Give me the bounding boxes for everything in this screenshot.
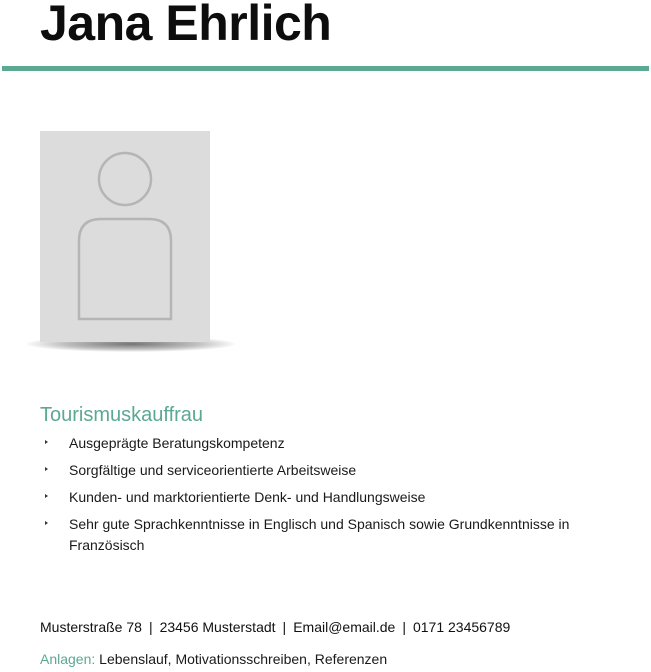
contact-phone: 0171 23456789 (412, 619, 511, 635)
bullet-icon (45, 467, 48, 471)
skill-text: Ausgeprägte Beratungskompetenz (69, 435, 285, 451)
skill-text: Kunden- und marktorientierte Denk- und Handlungsweise (69, 489, 426, 505)
skill-item (40, 487, 600, 508)
skill-item (40, 514, 600, 556)
applicant-name: Jana Ehrlich (40, 0, 332, 51)
attachments-items: Lebenslauf, Motivationsschreiben, Referenzen (99, 651, 388, 667)
profile-photo-placeholder (40, 131, 210, 342)
attachments-label: Anlagen: (40, 651, 96, 667)
bullet-icon (45, 521, 48, 525)
contact-line (40, 619, 510, 635)
skill-text: Sehr gute Sprachkenntnisse in Englisch und Spanisch sowie Grundkenntnisse in Französisch (69, 516, 570, 553)
contact-separator: | (402, 619, 406, 635)
skill-item (40, 433, 600, 454)
bullet-icon (45, 494, 48, 498)
contact-address: Musterstraße 78 (40, 619, 142, 635)
job-title: Tourismuskauffrau (40, 404, 204, 426)
contact-separator: | (282, 619, 287, 635)
accent-divider (2, 66, 649, 71)
bullet-icon (45, 440, 48, 444)
contact-city: 23456 Musterstadt (159, 619, 276, 635)
contact-email: Email@email.de (293, 619, 396, 635)
skills-list (40, 433, 600, 562)
skill-item (40, 460, 600, 481)
skill-text: Sorgfältige und serviceorientierte Arbeitsweise (69, 462, 357, 478)
person-placeholder-icon (40, 131, 210, 342)
attachments-line (40, 651, 387, 667)
contact-separator: | (148, 619, 153, 635)
